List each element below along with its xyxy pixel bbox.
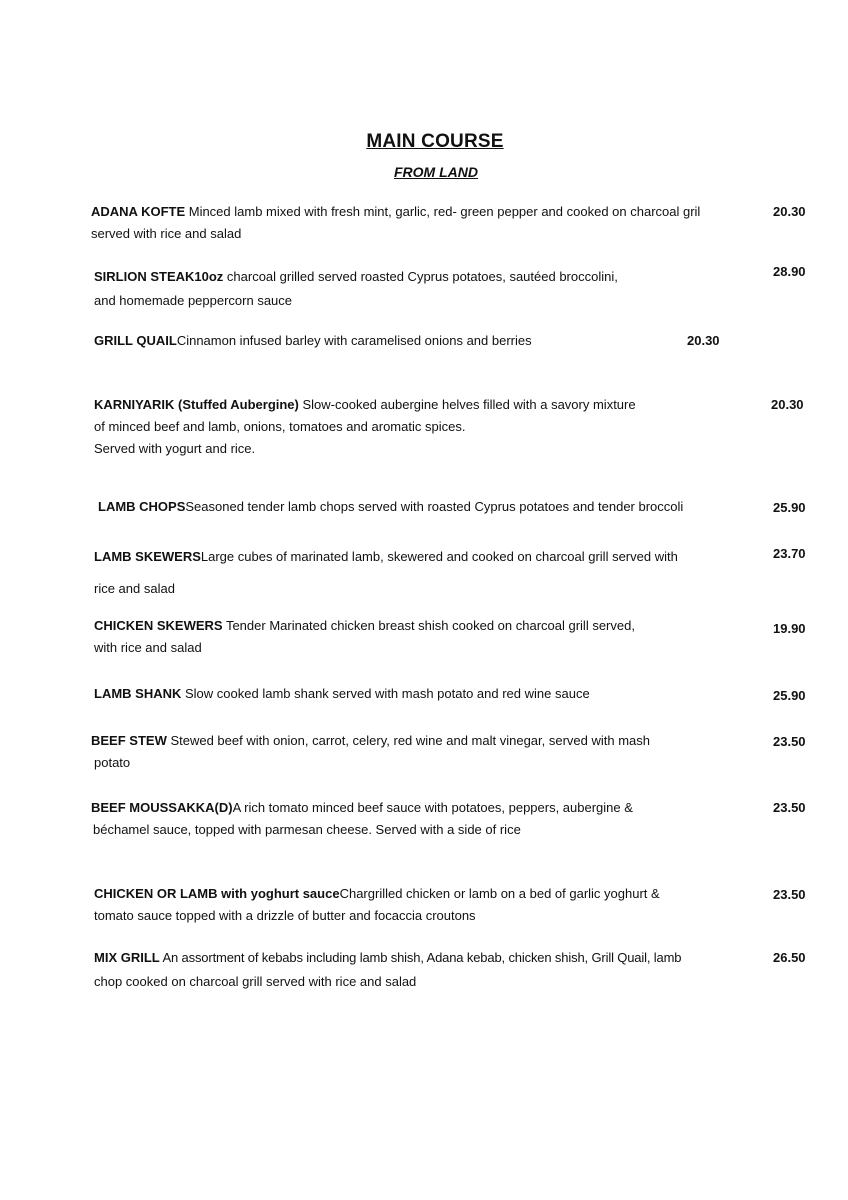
menu-subtitle: FROM LAND — [394, 164, 478, 180]
item-name: CHICKEN SKEWERS — [94, 618, 223, 633]
menu-item-mix-grill — [94, 946, 681, 994]
item-description-cont: potato — [94, 755, 131, 770]
item-price: 20.30 — [771, 397, 804, 412]
menu-item-beef-stew — [91, 730, 650, 774]
menu-item-karniyarik — [94, 394, 636, 460]
item-name: KARNIYARIK (Stuffed Aubergine) — [94, 397, 299, 412]
item-description: Cinnamon infused barley with caramelised onions and berries — [176, 333, 532, 348]
menu-item-grill-quail — [94, 330, 532, 352]
item-price: 28.90 — [773, 264, 806, 279]
menu-item-beef-moussakka — [91, 797, 633, 841]
item-name: LAMB SKEWERS — [94, 549, 201, 564]
item-name: LAMB CHOPS — [98, 499, 186, 514]
item-description: Tender Marinated chicken breast shish cooked on charcoal grill served, — [222, 618, 635, 633]
item-name: CHICKEN OR LAMB with yoghurt sauce — [94, 886, 340, 901]
menu-item-lamb-skewers — [94, 541, 678, 605]
item-description: Seasoned tender lamb chops served with roasted Cyprus potatoes and tender broccoli — [185, 499, 684, 514]
item-description-cont: béchamel sauce, topped with parmesan cheese. Served with a side of rice — [93, 822, 521, 837]
item-name: BEEF STEW — [91, 733, 167, 748]
item-name: GRILL QUAIL — [94, 333, 177, 348]
item-price: 20.30 — [687, 333, 720, 348]
item-name: BEEF MOUSSAKKA(D) — [91, 800, 233, 815]
item-description-cont: Served with yogurt and rice. — [94, 441, 256, 456]
item-price: 20.30 — [773, 204, 806, 219]
item-price: 19.90 — [773, 621, 806, 636]
menu-item-lamb-chops — [98, 496, 683, 518]
item-name: MIX GRILL — [94, 950, 160, 965]
menu-title: MAIN COURSE — [366, 131, 504, 152]
item-description-cont: tomato sauce topped with a drizzle of butter and focaccia croutons — [94, 908, 476, 923]
menu-item-adana-kofte — [91, 201, 700, 245]
item-price: 23.70 — [773, 546, 806, 561]
menu-item-chicken-skewers — [94, 615, 635, 659]
item-description: Stewed beef with onion, carrot, celery, red wine and malt vinegar, served with mash — [166, 733, 651, 748]
item-description: An assortment of kebabs including lamb shish, Adana kebab, chicken shish, Grill Quail, lamb — [159, 950, 682, 965]
item-name: LAMB SHANK — [94, 686, 182, 701]
item-description-cont: and homemade peppercorn sauce — [94, 293, 293, 308]
item-description: Minced lamb mixed with fresh mint, garlic, red- green pepper and cooked on charcoal gril — [185, 204, 701, 219]
item-price: 26.50 — [773, 950, 806, 965]
item-description-cont: served with rice and salad — [91, 226, 242, 241]
item-description-cont: rice and salad — [94, 581, 175, 596]
item-description: Slow cooked lamb shank served with mash potato and red wine sauce — [181, 686, 590, 701]
item-description-cont: chop cooked on charcoal grill served with rice and salad — [94, 974, 417, 989]
item-price: 25.90 — [773, 688, 806, 703]
item-description: Slow-cooked aubergine helves filled with a savory mixture — [298, 397, 636, 412]
item-price: 25.90 — [773, 500, 806, 515]
item-price: 23.50 — [773, 800, 806, 815]
item-description: A rich tomato minced beef sauce with potatoes, peppers, aubergine & — [232, 800, 633, 815]
item-name: ADANA KOFTE — [91, 204, 186, 219]
menu-item-lamb-shank — [94, 683, 590, 705]
item-description: charcoal grilled served roasted Cyprus potatoes, sautéed broccolini, — [223, 269, 618, 284]
menu-item-chicken-or-lamb-yoghurt — [94, 883, 660, 927]
menu-item-sirlion-steak — [94, 265, 618, 313]
item-name: SIRLION STEAK10oz — [94, 269, 224, 284]
item-description-cont: of minced beef and lamb, onions, tomatoes and aromatic spices. — [94, 419, 466, 434]
item-price: 23.50 — [773, 887, 806, 902]
item-price: 23.50 — [773, 734, 806, 749]
item-description: Chargrilled chicken or lamb on a bed of garlic yoghurt & — [339, 886, 660, 901]
item-description: Large cubes of marinated lamb, skewered and cooked on charcoal grill served with — [200, 549, 678, 564]
item-description-cont: with rice and salad — [94, 640, 202, 655]
